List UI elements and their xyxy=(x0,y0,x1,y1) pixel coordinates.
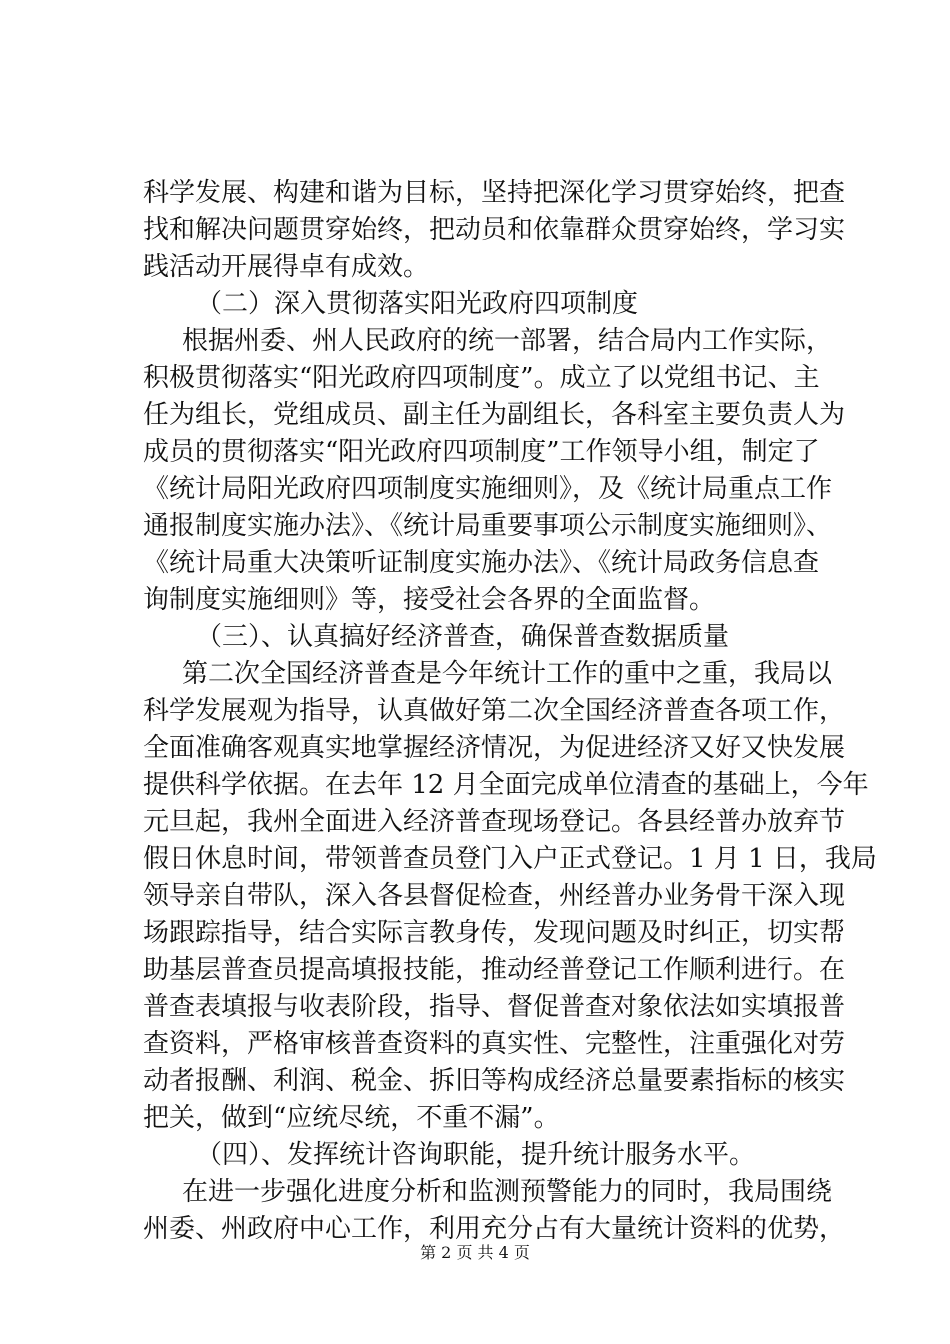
body-text-line: 科学发展、构建和谐为目标，坚持把深化学习贯穿始终，把查 xyxy=(143,178,846,208)
body-text-line: 动者报酬、利润、税金、拆旧等构成经济总量要素指标的核实 xyxy=(143,1066,846,1096)
body-text-line: 通报制度实施办法》、《统计局重要事项公示制度实施细则》、 xyxy=(143,511,833,541)
body-text-line: 任为组长，党组成员、副主任为副组长，各科室主要负责人为 xyxy=(143,400,846,430)
page-number-footer: 第 2 页 共 4 页 xyxy=(420,1243,530,1262)
body-text-line: 践活动开展得卓有成效。 xyxy=(143,252,430,282)
body-text-line: 普查表填报与收表阶段，指导、督促普查对象依法如实填报普 xyxy=(143,992,846,1022)
body-text-line: 把关，做到“应统尽统，不重不漏”。 xyxy=(143,1103,560,1133)
body-text-line: 全面准确客观真实地掌握经济情况，为促进经济又好又快发展 xyxy=(143,733,846,763)
body-text-line: 假日休息时间，带领普查员登门入户正式登记。1 月 1 日，我局 xyxy=(143,844,877,874)
body-text-line: 《统计局阳光政府四项制度实施细则》，及《统计局重点工作 xyxy=(143,474,833,504)
section-heading: （四）、发挥统计咨询职能，提升统计服务水平。 xyxy=(196,1140,756,1170)
body-text-line: 第二次全国经济普查是今年统计工作的重中之重，我局以 xyxy=(182,659,833,689)
body-text-line: 场跟踪指导，结合实际言教身传，发现问题及时纠正，切实帮 xyxy=(143,918,846,948)
body-text-line: 查资料，严格审核普查资料的真实性、完整性，注重强化对劳 xyxy=(143,1029,846,1059)
body-text-line: 成员的贯彻落实“阳光政府四项制度”工作领导小组，制定了 xyxy=(143,437,820,467)
body-text-line: 州委、州政府中心工作，利用充分占有大量统计资料的优势， xyxy=(143,1214,846,1244)
body-text-line: 《统计局重大决策听证制度实施办法》、《统计局政务信息查 xyxy=(143,548,820,578)
body-text-line: 领导亲自带队，深入各县督促检查，州经普办业务骨干深入现 xyxy=(143,881,846,911)
section-heading: （二）深入贯彻落实阳光政府四项制度 xyxy=(196,289,639,319)
body-text-line: 找和解决问题贯穿始终，把动员和依靠群众贯穿始终，学习实 xyxy=(143,215,846,245)
body-text-line: 科学发展观为指导，认真做好第二次全国经济普查各项工作， xyxy=(143,696,846,726)
body-text-line: 询制度实施细则》等，接受社会各界的全面监督。 xyxy=(143,585,716,615)
body-text-line: 提供科学依据。在去年 12 月全面完成单位清查的基础上，今年 xyxy=(143,770,869,800)
body-text-line: 积极贯彻落实“阳光政府四项制度”。成立了以党组书记、主 xyxy=(143,363,820,393)
body-text-line: 在进一步强化进度分析和监测预警能力的同时，我局围绕 xyxy=(182,1177,833,1207)
body-text-line: 根据州委、州人民政府的统一部署，结合局内工作实际， xyxy=(182,326,833,356)
body-text-line: 助基层普查员提高填报技能，推动经普登记工作顺利进行。在 xyxy=(143,955,846,985)
body-text-line: 元旦起，我州全面进入经济普查现场登记。各县经普办放弃节 xyxy=(143,807,846,837)
section-heading: （三）、认真搞好经济普查，确保普查数据质量 xyxy=(196,622,730,652)
